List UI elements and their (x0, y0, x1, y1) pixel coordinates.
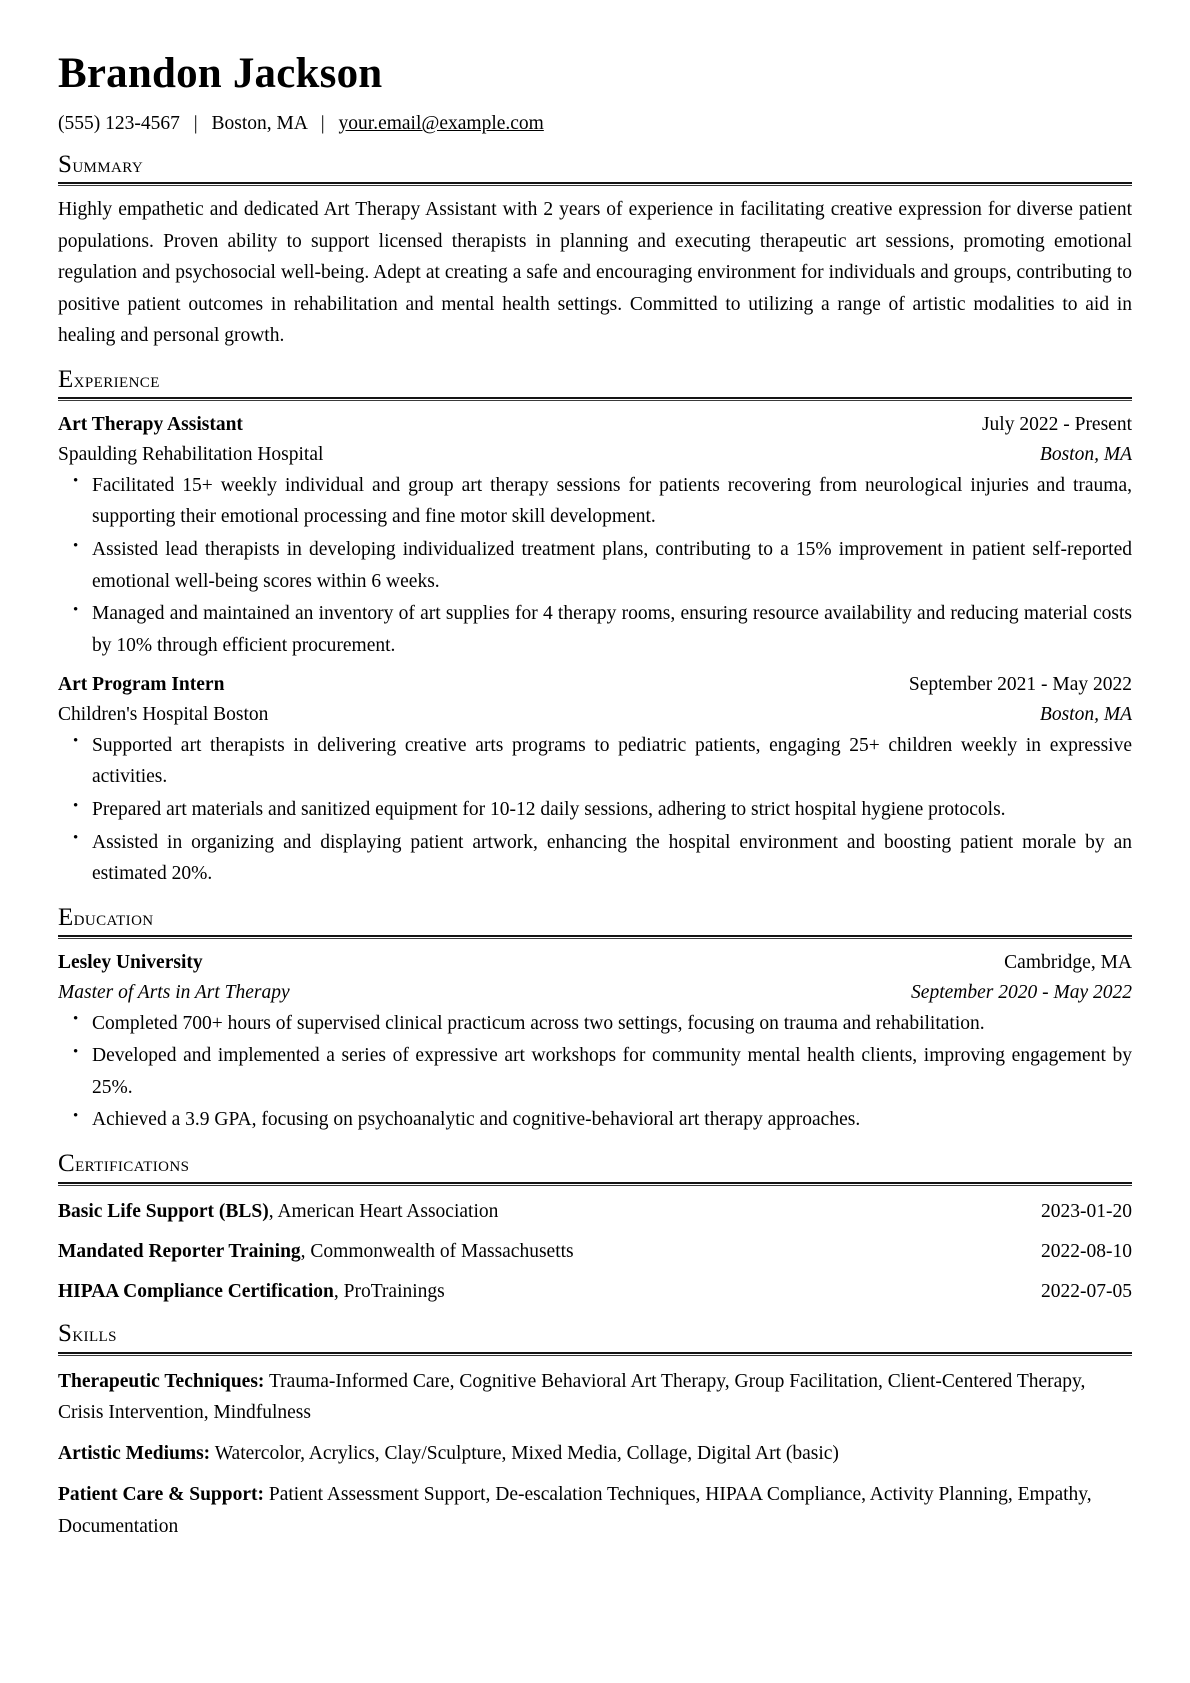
certification-text (58, 1277, 445, 1306)
certification-comma: , (300, 1240, 311, 1262)
section-heading-education (58, 903, 1132, 935)
education-school-row (58, 948, 1132, 977)
job-location: Boston, MA (1039, 703, 1132, 725)
section-experience (58, 365, 1132, 890)
skill-items: Watercolor, Acrylics, Clay/Sculpture, Mixed Media, Collage, Digital Art (basic) (214, 1443, 839, 1465)
list-item: • Supported art therapists in delivering creative arts programs to pediatric patients, engaging 25+ children weekly in expressive activities. (92, 730, 1132, 793)
certification-issuer: Commonwealth of Massachusetts (310, 1240, 574, 1262)
experience-entry (58, 410, 1132, 661)
section-divider (58, 935, 1132, 939)
certification-date: 2023-01-20 (1041, 1200, 1132, 1222)
school-name: Lesley University (58, 952, 203, 974)
certification-row (58, 1197, 1132, 1226)
section-heading-skills (58, 1319, 1132, 1351)
list-item: • Managed and maintained an inventory of art supplies for 4 therapy rooms, ensuring resource availability and reducing material costs by 10% through efficient procurement. (92, 598, 1132, 661)
list-item: • Developed and implemented a series of expressive art workshops for community mental health clients, improving engagement by 25%. (92, 1040, 1132, 1103)
section-heading-initial: E (58, 365, 74, 393)
list-item: • Assisted in organizing and displaying patient artwork, enhancing the hospital environment and boosting patient morale by an estimated 20%. (92, 827, 1132, 890)
skill-category-label: Artistic Mediums: (58, 1443, 211, 1465)
certification-issuer: ProTrainings (343, 1281, 445, 1303)
resume-header (58, 50, 1132, 137)
section-heading-rest: xperience (73, 366, 160, 392)
section-heading-experience (58, 365, 1132, 397)
skill-items: Patient Assessment Support, De-escalation Techniques, HIPAA Compliance, Activity Planning, Empathy, Documentation (58, 1484, 1092, 1537)
job-title: Art Program Intern (58, 674, 225, 696)
experience-org-row (58, 440, 1132, 469)
job-organization: Spaulding Rehabilitation Hospital (58, 443, 324, 465)
phone-number: (555) 123-4567 (58, 113, 180, 135)
section-heading-summary (58, 150, 1132, 182)
job-location: Boston, MA (1039, 443, 1132, 465)
contact-separator: | (193, 113, 198, 135)
skill-group (58, 1438, 1132, 1469)
degree-dates: September 2020 - May 2022 (911, 981, 1132, 1003)
experience-title-row (58, 670, 1132, 699)
certification-name: HIPAA Compliance Certification (58, 1281, 334, 1303)
skill-category-label: Therapeutic Techniques: (58, 1370, 265, 1392)
section-education (58, 903, 1132, 1136)
certification-comma: , (333, 1281, 344, 1303)
education-bullet-list (58, 1008, 1132, 1136)
section-divider (58, 397, 1132, 401)
contact-separator: | (320, 113, 325, 135)
email-link[interactable]: your.email@example.com (338, 113, 544, 135)
certification-name: Mandated Reporter Training (58, 1240, 301, 1262)
skill-group (58, 1366, 1132, 1428)
certification-row (58, 1237, 1132, 1266)
section-heading-initial: S (58, 150, 73, 178)
section-heading-initial: E (58, 903, 74, 931)
section-heading-initial: C (58, 1150, 76, 1178)
section-divider (58, 1182, 1132, 1186)
list-item: • Achieved a 3.9 GPA, focusing on psychoanalytic and cognitive-behavioral art therapy approaches. (92, 1104, 1132, 1136)
job-title: Art Therapy Assistant (58, 414, 243, 436)
certification-text (58, 1197, 498, 1226)
certification-issuer: American Heart Association (277, 1200, 499, 1222)
education-degree-row (58, 978, 1132, 1007)
experience-title-row (58, 410, 1132, 439)
list-item: • Prepared art materials and sanitized equipment for 10-12 daily sessions, adhering to strict hospital hygiene protocols. (92, 794, 1132, 826)
degree-name: Master of Arts in Art Therapy (58, 981, 290, 1003)
experience-bullet-list (58, 470, 1132, 661)
section-heading-certifications (58, 1149, 1132, 1181)
section-skills (58, 1319, 1132, 1541)
section-heading-rest: ertifications (75, 1151, 190, 1177)
contact-line (58, 111, 1132, 136)
certification-comma: , (268, 1200, 278, 1222)
section-heading-rest: ducation (73, 904, 154, 930)
skill-items: Trauma-Informed Care, Cognitive Behavioral Art Therapy, Group Facilitation, Client-Centered Therapy, Crisis Intervention, Mindfulness (58, 1370, 1086, 1423)
school-location: Cambridge, MA (1004, 952, 1132, 974)
section-certifications (58, 1149, 1132, 1306)
job-organization: Children's Hospital Boston (58, 703, 269, 725)
section-heading-initial: S (58, 1320, 73, 1348)
summary-paragraph: Highly empathetic and dedicated Art Therapy Assistant with 2 years of experience in facilitating creative expression for diverse patient populations. Proven ability to support licensed therapists in planning and executing therapeutic art sessions, promoting emotional regulation and psychosocial well-being. Adept at creating a safe and encouraging environment for individuals and groups, contributing to positive patient outcomes in rehabilitation and mental health settings. Committed to utilizing a range of artistic modalities to aid in healing and personal growth. (58, 199, 1132, 347)
certification-name: Basic Life Support (BLS) (58, 1200, 269, 1222)
education-entry (58, 948, 1132, 1136)
list-item: • Facilitated 15+ weekly individual and group art therapy sessions for patients recovering from neurological injuries and trauma, supporting their emotional processing and fine motor skill development. (92, 470, 1132, 533)
candidate-name: Brandon Jackson (58, 50, 383, 97)
section-divider (58, 182, 1132, 186)
certification-row (58, 1277, 1132, 1306)
job-dates: September 2021 - May 2022 (908, 674, 1132, 696)
experience-bullet-list (58, 730, 1132, 890)
section-divider (58, 1352, 1132, 1356)
experience-entry (58, 670, 1132, 889)
section-summary (58, 150, 1132, 352)
list-item: • Assisted lead therapists in developing individualized treatment plans, contributing to a 15% improvement in patient self-reported emotional well-being scores within 6 weeks. (92, 534, 1132, 597)
section-heading-rest: ummary (72, 151, 144, 177)
certification-date: 2022-08-10 (1041, 1240, 1132, 1262)
skill-group (58, 1479, 1132, 1541)
section-heading-rest: kills (72, 1321, 117, 1347)
skill-category-label: Patient Care & Support: (58, 1484, 264, 1506)
experience-org-row (58, 700, 1132, 729)
certification-date: 2022-07-05 (1041, 1281, 1132, 1303)
certification-text (58, 1237, 574, 1266)
list-item: • Completed 700+ hours of supervised clinical practicum across two settings, focusing on trauma and rehabilitation. (92, 1008, 1132, 1040)
job-dates: July 2022 - Present (981, 414, 1132, 436)
location-text: Boston, MA (211, 113, 307, 135)
